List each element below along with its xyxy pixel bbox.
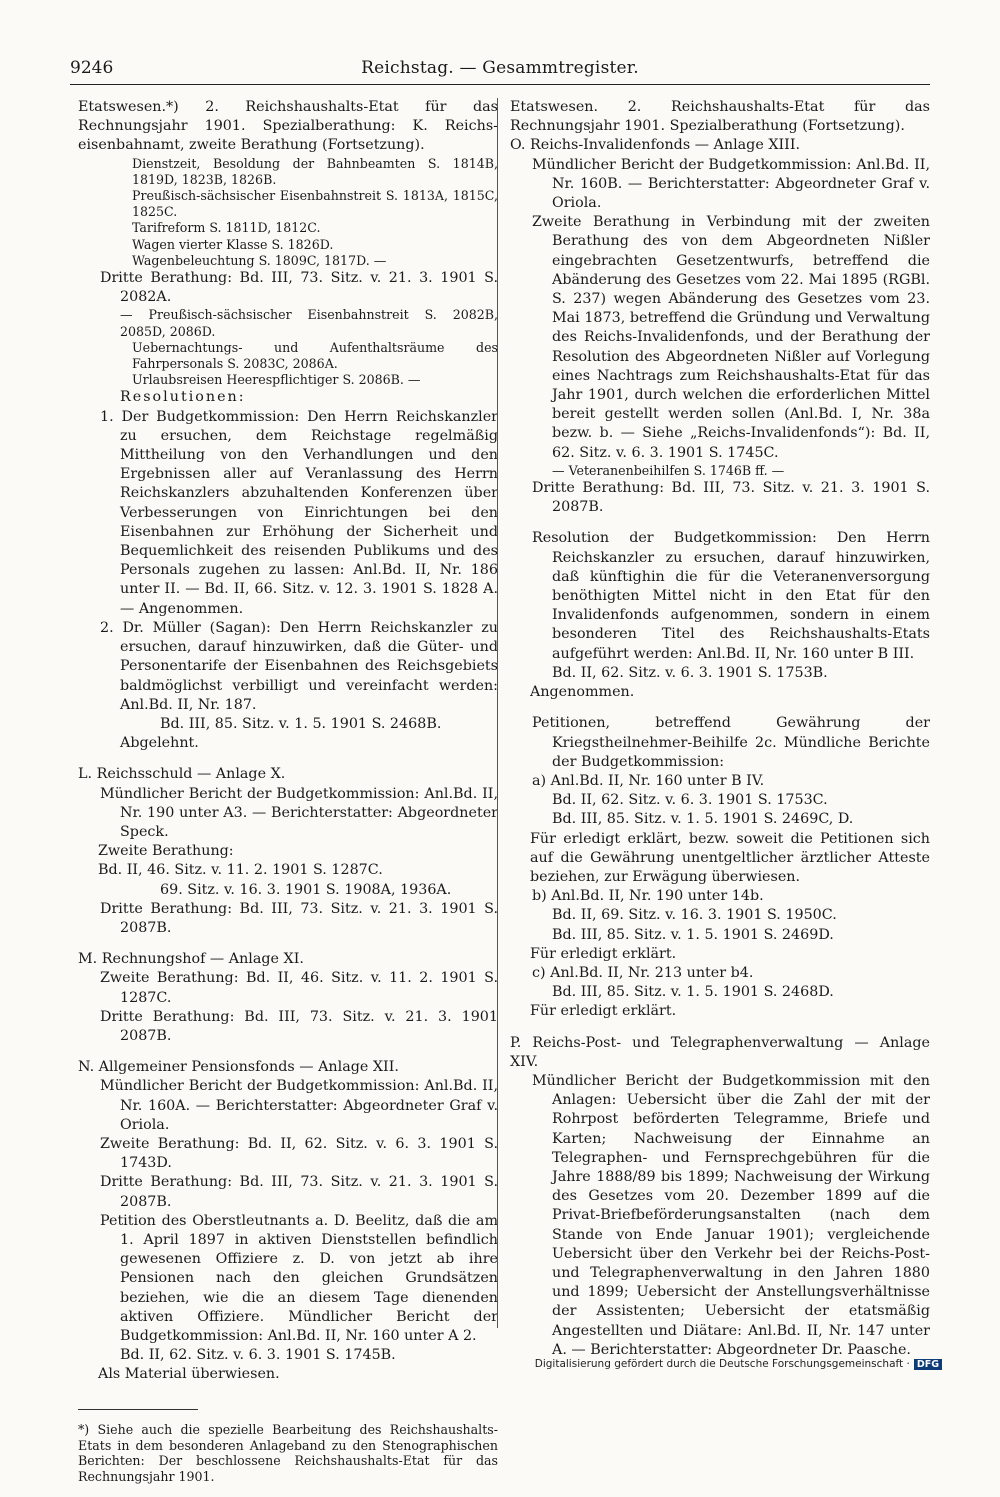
- running-head: Reichstag. — Gesammtregister.: [361, 58, 639, 78]
- index-entry: Petitionen, betreffend Gewährung der Kriegstheilnehmer-Beihilfe 2c. Mündliche Berichte der Budgetkommission:: [532, 715, 930, 770]
- index-entry: Dritte Berathung: Bd. III, 73. Sitz. v. 21. 3. 1901 S. 2087B.: [532, 480, 930, 516]
- index-entry: Urlaubsreisen Heerespflichtiger S. 2086B. —: [132, 372, 421, 388]
- index-entry: Resolution der Budgetkommission: Den Herrn Reichskanzler zu ersuchen, darauf hinzuwirken, daß künftighin die für die Veteranenversorgung benöthigten Mittel nicht in den Etat für den Invalidenfonds aufgenommen, sondern in einem besonderen Titel des Reichshaushalts-Etats aufgeführt werden: Anl.Bd. II, Nr. 160 unter B III.: [532, 530, 930, 662]
- left-column: [78, 98, 498, 1497]
- index-entry: Zweite Berathung in Verbindung mit der zweiten Berathung des von dem Abgeordneten Nißler eingebrachten Gesetzentwurfs, betreffend die Abänderung des Gesetzes vom 22. Mai 1895 (RGBl. S. 237) wegen Abänderung des Gesetzes vom 23. Mai 1873, betreffend die Gründung und Verwaltung des Reichs-Invalidenfonds, und der Berathung der Resolution des Abgeordneten Nißler auf Vorlegung eines Nachtrags zum Reichshaushalts-Etat für das Jahr 1901, durch welchen die erforderlichen Mittel bereit gestellt werden sollen (Anl.Bd. I, Nr. 38a bezw. b. — Siehe „Reichs-Invalidenfonds“): Bd. II, 62. Sitz. v. 6. 3. 1901 S. 1745C.: [532, 214, 930, 461]
- index-entry: Für erledigt erklärt, bezw. soweit die Petitionen sich auf die Gewährung unentgeltlicher ärztlicher Atteste beziehen, zur Erwägung überwiesen.: [530, 830, 930, 885]
- index-entry: b) Anl.Bd. II, Nr. 190 unter 14b.: [532, 888, 764, 905]
- right-column: [510, 98, 930, 1360]
- index-entry: Angenommen.: [530, 684, 635, 701]
- entry-gap: [510, 1022, 930, 1034]
- index-entry: Zweite Berathung: Bd. II, 62. Sitz. v. 6. 3. 1901 S. 1743D.: [100, 1135, 498, 1172]
- page-header: [70, 58, 930, 82]
- dfg-logo: DFG: [914, 1359, 942, 1370]
- index-entry: Bd. II, 62. Sitz. v. 6. 3. 1901 S. 1745B.: [120, 1347, 396, 1364]
- index-entry: Etatswesen. 2. Reichshaushalts-Etat für das Rechnungsjahr 1901. Spezialberathung (Fortsetzung).: [510, 99, 930, 135]
- index-entry: L. Reichsschuld — Anlage X.: [78, 766, 286, 783]
- index-entry: Dritte Berathung: Bd. III, 73. Sitz. v. 21. 3. 1901 S. 2087B.: [100, 900, 498, 936]
- index-entry: Uebernachtungs- und Aufenthaltsräume des Fahrpersonals S. 2083C, 2086A.: [132, 339, 498, 372]
- right-entries: [510, 98, 930, 1360]
- index-entry: Resolutionen:: [120, 389, 246, 406]
- index-entry: Wagen vierter Klasse S. 1826D.: [132, 236, 334, 252]
- index-entry: — Veteranenbeihilfen S. 1746B ff. —: [552, 462, 785, 478]
- entry-gap: [78, 753, 498, 765]
- left-entries: [78, 98, 498, 1385]
- index-entry: Für erledigt erklärt.: [530, 945, 677, 962]
- entry-gap: [78, 938, 498, 950]
- index-entry: Wagenbeleuchtung S. 1809C, 1817D. —: [132, 252, 387, 268]
- index-entry: Etatswesen.*) 2. Reichshaushalts-Etat für das Rechnungsjahr 1901. Spezialberathung: K. Reichs-eisenbahnamt, zweite Berathung (Fortsetzung).: [78, 99, 498, 154]
- entry-gap: [78, 1046, 498, 1058]
- index-entry: Preußisch-sächsischer Eisenbahnstreit S. 1813A, 1815C, 1825C.: [132, 188, 498, 220]
- index-entry: Petition des Oberstleutnants a. D. Beelitz, daß die am 1. April 1897 in aktiven Dienststellen befindlich gewesenen Offiziere z. D. von jetzt ab ihre Pensionen nach den gleichen Grundsätzen beziehen, wie die an diesem Tage dienenden aktiven Offiziere. Mündlicher Bericht der Budgetkommission: Anl.Bd. II, Nr. 160 unter A 2.: [100, 1212, 498, 1344]
- index-entry: Bd. II, 62. Sitz. v. 6. 3. 1901 S. 1753B.: [552, 664, 828, 681]
- column-divider: [497, 98, 498, 1328]
- index-entry: Dritte Berathung: Bd. III, 73. Sitz. v. 21. 3. 1901 S. 2082A.: [100, 270, 498, 306]
- index-entry: O. Reichs-Invalidenfonds — Anlage XIII.: [510, 137, 801, 154]
- index-entry: Dienstzeit, Besoldung der Bahnbeamten S. 1814B, 1819D, 1823B, 1826B.: [132, 155, 498, 187]
- index-entry: Mündlicher Bericht der Budgetkommission: Anl.Bd. II, Nr. 160A. — Berichterstatter: Abgeordneter Graf v. Oriola.: [100, 1078, 498, 1133]
- entry-gap: [510, 517, 930, 529]
- index-entry: 1. Der Budgetkommission: Den Herrn Reichskanzler zu ersuchen, dem Reichstage regelmäßig Mittheilung von den Verhandlungen und den Ergebnissen aller auf Veranlassung des Herrn Reichskanzlers abzuhaltenden Konferenzen über Verbesserungen von Einrichtungen bei den Eisenbahnen zur Erhöhung der Sicherheit und Bequemlichkeit des reisenden Publikums und des Personals zugehen zu lassen: Anl.Bd. II, Nr. 186 unter II. — Bd. II, 66. Sitz. v. 12. 3. 1901 S. 1828 A. — Angenommen.: [100, 408, 498, 617]
- index-entry: Bd. II, 69. Sitz. v. 16. 3. 1901 S. 1950C.: [552, 907, 837, 924]
- index-entry: M. Rechnungshof — Anlage XI.: [78, 951, 304, 968]
- page-number: 9246: [70, 58, 114, 78]
- index-entry: 69. Sitz. v. 16. 3. 1901 S. 1908A, 1936A.: [160, 881, 452, 898]
- index-entry: 2. Dr. Müller (Sagan): Den Herrn Reichskanzler zu ersuchen, darauf hinzuwirken, daß die Güter- und Personentarife der Eisenbahnen des Reichsgebiets baldmöglichst verbilligt und vereinfacht werden: Anl.Bd. II, Nr. 187.: [100, 619, 498, 713]
- index-entry: Mündlicher Bericht der Budgetkommission mit den Anlagen: Uebersicht über die Zahl der mit der Rohrpost beförderten Telegramme, Briefe und Karten; Nachweisung der Einnahme an Telegraphen- und Fernsprechgebühren für die Jahre 1888/89 bis 1899; Nachweisung der Wirkung des Gesetzes vom 20. Dezember 1899 auf die Privat-Briefbeförderungsanstalten (nach dem Stande von Ende Januar 1901); vergleichende Uebersicht über den Verkehr bei der Reichs-Post- und Telegraphenverwaltung in den Jahren 1880 und 1899; Uebersicht der Anstellungsverhältnisse der Assistenten; Uebersicht der etatsmäßig Angestellten und Diätare: Anl.Bd. II, Nr. 147 unter A. — Berichterstatter: Abgeordneter Dr. Paasche.: [532, 1072, 930, 1358]
- index-entry: Mündlicher Bericht der Budgetkommission: Anl.Bd. II, Nr. 160B. — Berichterstatter: Abgeordneter Graf v. Oriola.: [532, 156, 930, 212]
- index-entry: Bd. III, 85. Sitz. v. 1. 5. 1901 S. 2468D.: [552, 984, 834, 1001]
- index-entry: Zweite Berathung: Bd. II, 46. Sitz. v. 11. 2. 1901 S. 1287C.: [100, 970, 498, 1006]
- index-entry: Zweite Berathung:: [98, 843, 234, 860]
- digitization-credit: [535, 1358, 942, 1370]
- header-rule: [70, 84, 930, 85]
- index-entry: Tarifreform S. 1811D, 1812C.: [132, 220, 321, 236]
- index-entry: Bd. III, 85. Sitz. v. 1. 5. 1901 S. 2468B.: [160, 715, 442, 732]
- index-entry: N. Allgemeiner Pensionsfonds — Anlage XII.: [78, 1059, 399, 1076]
- index-entry: Abgelehnt.: [120, 735, 199, 752]
- index-entry: Bd. II, 62. Sitz. v. 6. 3. 1901 S. 1753C.: [552, 792, 828, 809]
- footnote-rule: [78, 1409, 198, 1410]
- index-entry: Dritte Berathung: Bd. III, 73. Sitz. v. 21. 3. 1901 2087B.: [100, 1008, 498, 1044]
- index-entry: Bd. III, 85. Sitz. v. 1. 5. 1901 S. 2469C, D.: [552, 811, 854, 828]
- credit-text: Digitalisierung gefördert durch die Deutsche Forschungsgemeinschaft ·: [534, 1358, 910, 1370]
- index-entry: Für erledigt erklärt.: [530, 1003, 677, 1020]
- index-entry: — Preußisch-sächsischer Eisenbahnstreit S. 2082B, 2085D, 2086D.: [120, 307, 498, 339]
- entry-gap: [510, 702, 930, 714]
- index-entry: a) Anl.Bd. II, Nr. 160 unter B IV.: [532, 772, 765, 789]
- footnote: *) Siehe auch die spezielle Bearbeitung des Reichshaushalts-Etats in dem besonderen Anlageband zu den Stenographischen Berichten: Der beschlossene Reichshaushalts-Etat für das Rechnungsjahr 1901.: [78, 1422, 498, 1484]
- index-entry: Als Material überwiesen.: [98, 1366, 280, 1383]
- index-entry: Bd. II, 46. Sitz. v. 11. 2. 1901 S. 1287C.: [98, 862, 383, 879]
- index-entry: c) Anl.Bd. II, Nr. 213 unter b4.: [532, 964, 754, 981]
- index-entry: P. Reichs-Post- und Telegraphenverwaltung — Anlage XIV.: [510, 1034, 930, 1070]
- index-entry: Dritte Berathung: Bd. III, 73. Sitz. v. 21. 3. 1901 S. 2087B.: [100, 1174, 498, 1210]
- index-entry: Mündlicher Bericht der Budgetkommission: Anl.Bd. II, Nr. 190 unter A3. — Berichterstatter: Abgeordneter Speck.: [100, 785, 498, 840]
- index-entry: Bd. III, 85. Sitz. v. 1. 5. 1901 S. 2469D.: [552, 926, 834, 943]
